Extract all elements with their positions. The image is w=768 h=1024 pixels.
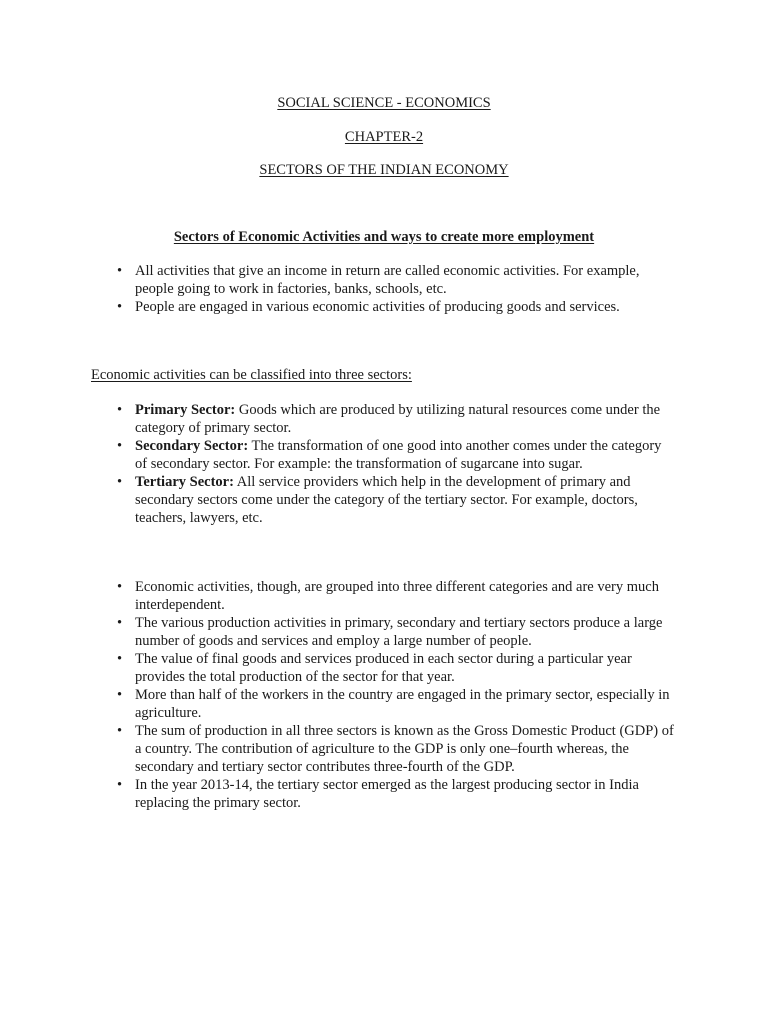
chapter-heading: CHAPTER-2 [344, 129, 424, 145]
bullet-icon: • [117, 474, 123, 490]
list-item [116, 262, 676, 298]
list-item [116, 650, 676, 686]
sector-description: The transformation of one good into another comes under the category of secondary sector. For example: the transformation of sugarcane into sugar. [135, 438, 662, 472]
sector-description: Goods which are produced by utilizing natural resources come under the category of primary sector. [135, 402, 661, 436]
bullet-text: The various production activities in primary, secondary and tertiary sectors produce a large number of goods and services and employ a large number of people. [135, 615, 663, 649]
list-item [116, 401, 676, 437]
bullet-icon: • [117, 402, 123, 418]
bullet-text: More than half of the workers in the country are engaged in the primary sector, especially in agriculture. [135, 687, 670, 721]
list-item [116, 686, 676, 722]
bullet-icon: • [117, 299, 123, 315]
bullet-text: In the year 2013-14, the tertiary sector emerged as the largest producing sector in India replacing the primary sector. [135, 777, 639, 811]
list-item [116, 578, 676, 614]
bullet-icon: • [117, 615, 123, 631]
bullet-icon: • [117, 723, 123, 739]
bullet-icon: • [117, 579, 123, 595]
document-title: SECTORS OF THE INDIAN ECONOMY [259, 162, 509, 178]
list-item [116, 298, 676, 316]
section-heading: Sectors of Economic Activities and ways to create more employment [173, 229, 595, 245]
bullet-text: Economic activities, though, are grouped into three different categories and are very much interdependent. [135, 579, 659, 613]
bullet-icon: • [117, 438, 123, 454]
list-item [116, 776, 676, 812]
bullet-icon: • [117, 777, 123, 793]
sector-term: Secondary Sector: [135, 438, 249, 454]
sector-bullet-list [116, 401, 676, 527]
bullet-icon: • [117, 651, 123, 667]
bullet-text: The value of final goods and services produced in each sector during a particular year provides the total production of the sector for that year. [135, 651, 632, 685]
sector-term: Primary Sector: [135, 402, 236, 418]
list-item [116, 437, 676, 473]
facts-bullet-list [116, 578, 676, 812]
bullet-icon: • [117, 687, 123, 703]
bullet-icon: • [117, 263, 123, 279]
sector-description: All service providers which help in the development of primary and secondary sectors come under the category of the tertiary sector. For example, doctors, teachers, lawyers, etc. [135, 474, 638, 526]
intro-bullet-list [116, 262, 676, 316]
sector-term: Tertiary Sector: [135, 474, 234, 490]
bullet-text: All activities that give an income in return are called economic activities. For example, people going to work in factories, banks, schools, etc. [135, 263, 640, 297]
list-item [116, 473, 676, 527]
list-item [116, 722, 676, 776]
classification-heading: Economic activities can be classified into three sectors: [91, 367, 412, 383]
bullet-text: The sum of production in all three sectors is known as the Gross Domestic Product (GDP) of a country. The contribution of agriculture to the GDP is only one–fourth whereas, the secondary and tertiary sector contributes three-fourth of the GDP. [135, 723, 674, 775]
bullet-text: People are engaged in various economic activities of producing goods and services. [135, 299, 620, 315]
list-item [116, 614, 676, 650]
subject-heading: SOCIAL SCIENCE - ECONOMICS [277, 95, 491, 111]
